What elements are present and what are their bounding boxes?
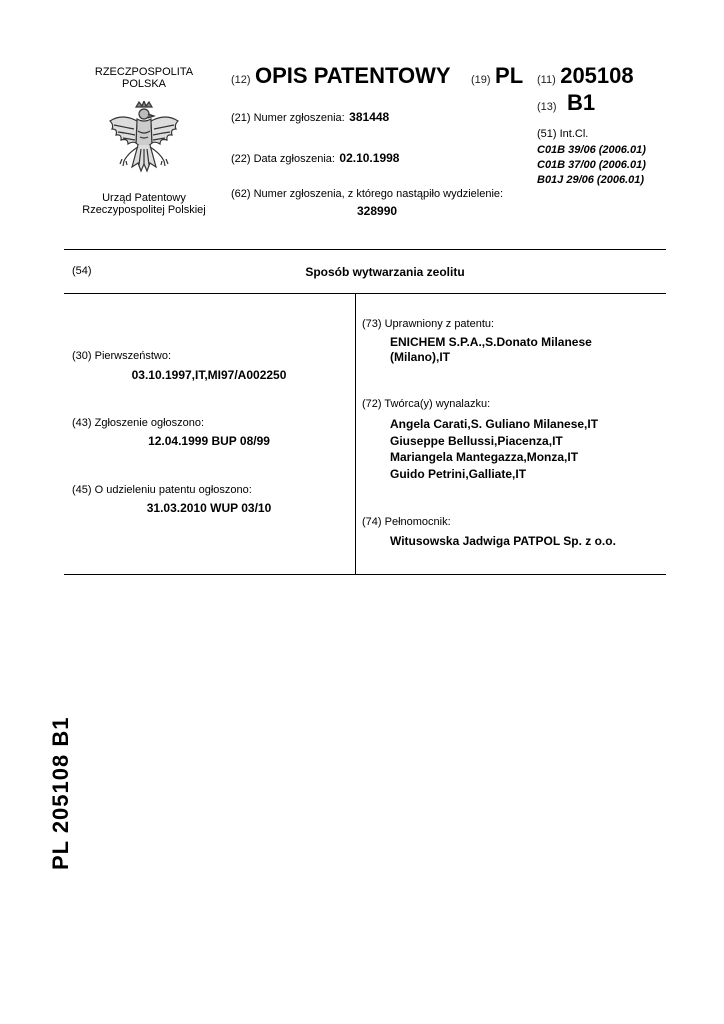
document-type — [231, 63, 451, 89]
kind-code-code: (13) — [537, 101, 557, 113]
patent-number-code: (11) — [537, 74, 556, 86]
side-patent-label: PL 205108 B1 — [48, 716, 73, 870]
country-name — [80, 66, 208, 90]
invention-title: Sposób wytwarzania zeolitu — [305, 265, 465, 279]
publication-label: (43) Zgłoszenie ogłoszono: — [72, 417, 205, 429]
holder-value — [390, 335, 592, 365]
title-code: (54) — [72, 265, 92, 277]
country-code — [471, 63, 523, 89]
grant-label: (45) O udzieleniu patentu ogłoszono: — [72, 484, 252, 496]
priority-label: (30) Pierwszeństwo: — [72, 350, 172, 362]
office-line2: Rzeczypospolitej Polskiej — [82, 204, 206, 216]
grant-value: 31.03.2010 WUP 03/10 — [146, 501, 272, 515]
inventor-item: Guido Petrini,Galliate,IT — [390, 466, 527, 481]
table-bottom-rule — [64, 574, 666, 575]
country-line2: POLSKA — [121, 78, 167, 90]
patent-number-value: 205108 — [560, 63, 634, 88]
inventors-label: (72) Twórca(y) wynalazku: — [362, 398, 491, 410]
title-top-rule — [64, 249, 666, 250]
classification-item: C01B 39/06 (2006.01) — [537, 144, 646, 156]
kind-code-value: B1 — [567, 90, 596, 115]
application-number-value: 381448 — [349, 110, 390, 124]
application-date-label: (22) Data zgłoszenia: — [231, 153, 335, 165]
holder-label: (73) Uprawniony z patentu: — [362, 318, 495, 330]
application-number-label: (21) Numer zgłoszenia: — [231, 112, 345, 124]
attorney-label: (74) Pełnomocnik: — [362, 516, 451, 528]
parent-application-number: 328990 — [357, 204, 398, 218]
country-code-value: PL — [495, 63, 524, 88]
int-cl-label: (51) Int.Cl. — [537, 128, 589, 140]
polish-eagle-emblem — [104, 101, 184, 183]
classification-item: B01J 29/06 (2006.01) — [537, 174, 645, 186]
doc-type-title: OPIS PATENTOWY — [255, 63, 451, 88]
column-divider — [355, 293, 356, 574]
priority-value: 03.10.1997,IT,MI97/A002250 — [131, 368, 287, 382]
inventor-item: Mariangela Mantegazza,Monza,IT — [390, 450, 579, 464]
doc-type-code: (12) — [231, 74, 251, 86]
application-number — [231, 108, 389, 126]
application-date — [231, 149, 399, 167]
title-bottom-rule — [64, 293, 666, 294]
country-line1: RZECZPOSPOLITA — [94, 66, 194, 78]
inventor-item: Angela Carati,S. Guliano Milanese,IT — [390, 417, 599, 431]
inventors-list — [390, 416, 598, 482]
inventor-item: Giuseppe Bellussi,Piacenza,IT — [390, 433, 563, 448]
attorney-value: Witusowska Jadwiga PATPOL Sp. z o.o. — [390, 534, 616, 548]
application-date-value: 02.10.1998 — [339, 151, 400, 165]
patent-number — [537, 63, 634, 89]
holder-line1: ENICHEM S.P.A.,S.Donato Milanese — [390, 335, 592, 349]
classification-item: C01B 37/00 (2006.01) — [537, 159, 646, 171]
office-line1: Urząd Patentowy — [102, 192, 186, 204]
kind-code — [537, 90, 595, 116]
patent-office-name — [72, 192, 216, 216]
classification-list — [537, 143, 646, 188]
holder-line2: (Milano),IT — [390, 350, 450, 364]
country-code-code: (19) — [471, 74, 491, 86]
publication-value: 12.04.1999 BUP 08/99 — [148, 434, 270, 448]
parent-application-label: (62) Numer zgłoszenia, z którego nastąpiło wydzielenie: — [231, 188, 504, 200]
